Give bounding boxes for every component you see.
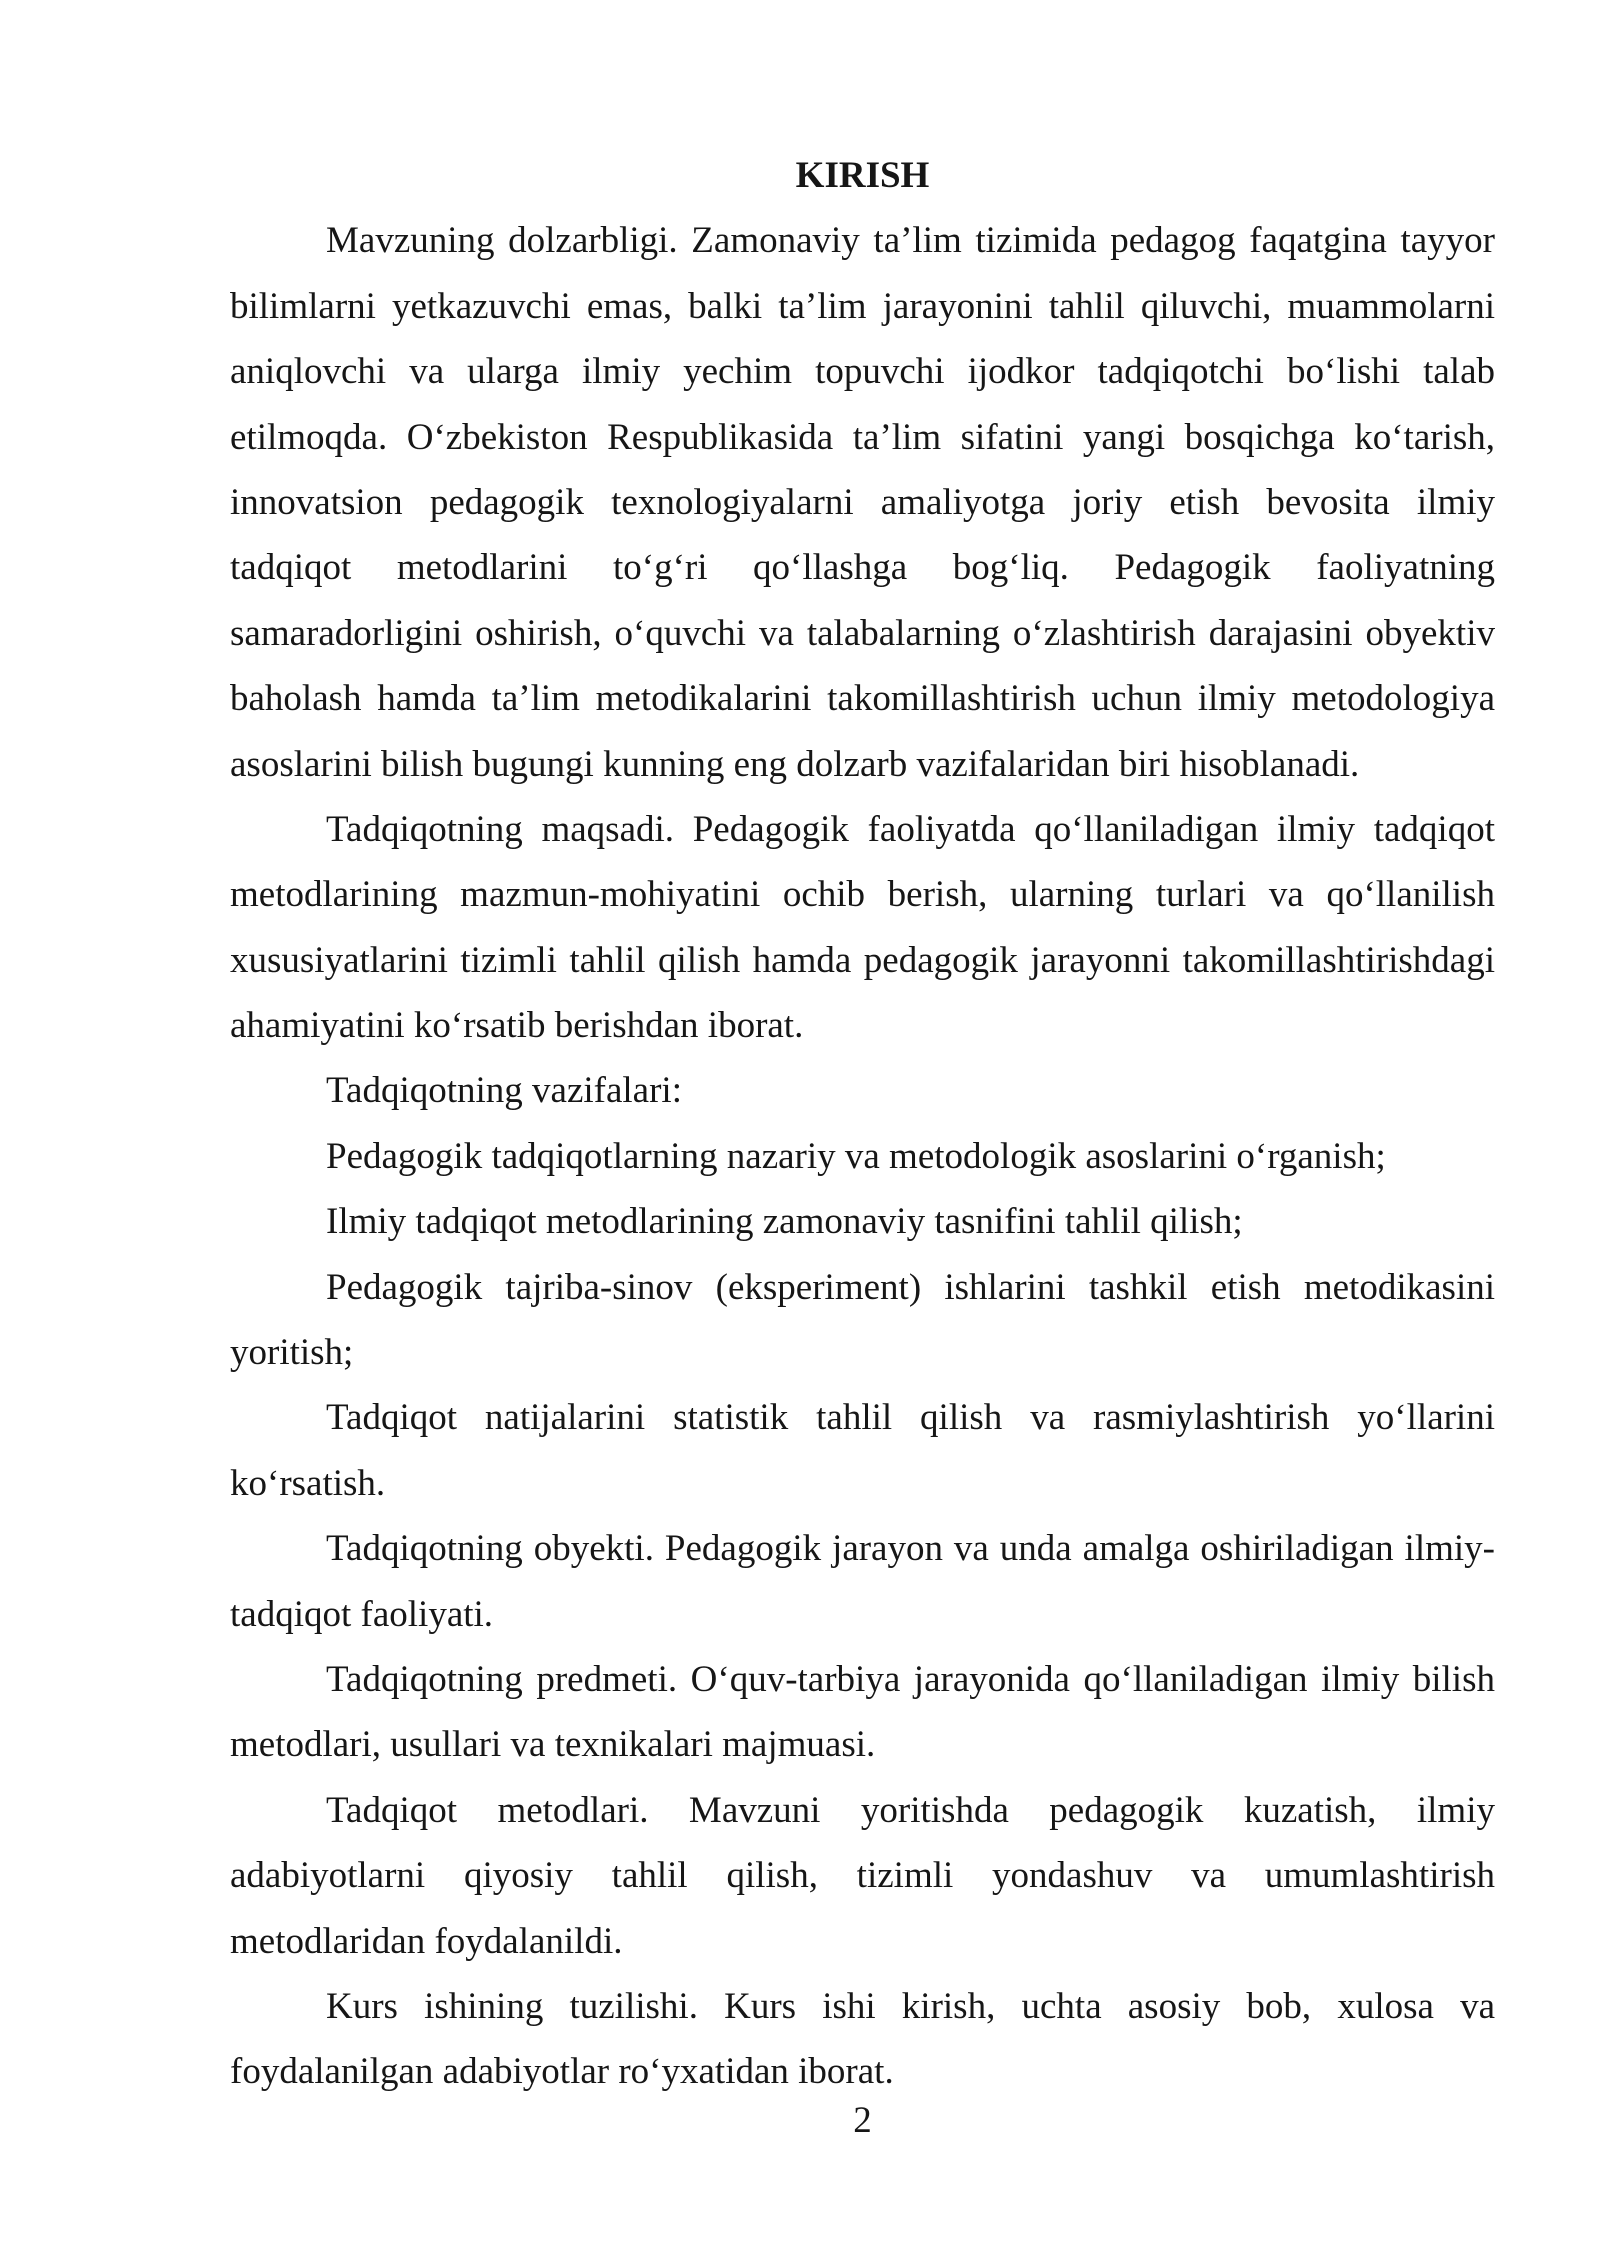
paragraph-line: tadqiqot metodlarini to‘g‘ri qo‘llashga bog‘liq. Pedagogik faoliyatning — [230, 547, 1495, 589]
paragraph-line: metodlaridan foydalanildi. — [230, 1920, 623, 1962]
task-item-4 — [230, 1385, 1495, 1516]
paragraph-line: aniqlovchi va ularga ilmiy yechim topuvchi ijodkor tadqiqotchi bo‘lishi talab — [230, 351, 1495, 393]
paragraph-line: Pedagogik tajriba-sinov (eksperiment) ishlarini tashkil etish metodikasini — [326, 1266, 1495, 1308]
paragraph-line: xususiyatlarini tizimli tahlil qilish hamda pedagogik jarayonni takomillashtirishdagi — [230, 939, 1495, 981]
paragraph-line: Tadqiqot metodlari. Mavzuni yoritishda pedagogik kuzatish, ilmiy — [326, 1789, 1495, 1831]
paragraph-line: Kurs ishining tuzilishi. Kurs ishi kirish, uchta asosiy bob, xulosa va — [326, 1985, 1495, 2027]
paragraph-line: Ilmiy tadqiqot metodlarining zamonaviy tasnifini tahlil qilish; — [326, 1201, 1243, 1243]
paragraph-methods — [230, 1778, 1495, 1974]
section-title: KIRISH — [795, 155, 930, 196]
paragraph-line: Tadqiqotning predmeti. O‘quv-tarbiya jarayonida qo‘llaniladigan ilmiy bilish — [326, 1658, 1495, 1700]
paragraph-line: Tadqiqot natijalarini statistik tahlil qilish va rasmiylashtirish yo‘llarini — [326, 1397, 1495, 1439]
paragraph-line: metodlari, usullari va texnikalari majmuasi. — [230, 1724, 876, 1766]
task-item-3 — [230, 1255, 1495, 1386]
paragraph-line: foydalanilgan adabiyotlar ro‘yxatidan iborat. — [230, 2051, 894, 2093]
paragraph-line: bilimlarni yetkazuvchi emas, balki ta’lim jarayonini tahlil qiluvchi, muammolarni — [230, 285, 1495, 327]
page-body — [230, 143, 1495, 2105]
paragraph-line: Tadqiqotning obyekti. Pedagogik jarayon va unda amalga oshiriladigan ilmiy- — [326, 1528, 1495, 1570]
paragraph-subject — [230, 1647, 1495, 1778]
paragraph-line: samaradorligini oshirish, o‘quvchi va talabalarning o‘zlashtirish darajasini obyektiv — [230, 612, 1495, 654]
paragraph-line: asoslarini bilish bugungi kunning eng dolzarb vazifalaridan biri hisoblanadi. — [230, 743, 1360, 785]
paragraph-relevance — [230, 208, 1495, 797]
paragraph-line: innovatsion pedagogik texnologiyalarni amaliyotga joriy etish bevosita ilmiy — [230, 481, 1495, 523]
paragraph-line: Pedagogik tadqiqotlarning nazariy va metodologik asoslarini o‘rganish; — [326, 1135, 1386, 1177]
task-item-1 — [230, 1124, 1495, 1189]
paragraph-line: ko‘rsatish. — [230, 1462, 386, 1504]
paragraph-line: yoritish; — [230, 1332, 354, 1374]
paragraph-line: ahamiyatini ko‘rsatib berishdan iborat. — [230, 1005, 804, 1047]
paragraph-line: metodlarining mazmun-mohiyatini ochib berish, ularning turlari va qo‘llanilish — [230, 874, 1495, 916]
paragraph-tasks-heading — [230, 1058, 1495, 1123]
paragraph-line: baholash hamda ta’lim metodikalarini takomillashtirish uchun ilmiy metodologiya — [230, 678, 1495, 720]
page-number: 2 — [853, 2100, 872, 2141]
paragraph-object — [230, 1516, 1495, 1647]
task-item-2 — [230, 1189, 1495, 1254]
paragraph-line: Mavzuning dolzarbligi. Zamonaviy ta’lim tizimida pedagog faqatgina tayyor — [326, 220, 1495, 262]
paragraph-line: Tadqiqotning vazifalari: — [326, 1070, 682, 1112]
paragraph-line: tadqiqot faoliyati. — [230, 1593, 494, 1635]
paragraph-line: etilmoqda. O‘zbekiston Respublikasida ta’lim sifatini yangi bosqichga ko‘tarish, — [230, 416, 1495, 458]
paragraph-line: adabiyotlarni qiyosiy tahlil qilish, tizimli yondashuv va umumlashtirish — [230, 1855, 1495, 1897]
paragraph-structure — [230, 1974, 1495, 2105]
paragraph-aim — [230, 797, 1495, 1059]
paragraph-line: Tadqiqotning maqsadi. Pedagogik faoliyatda qo‘llaniladigan ilmiy tadqiqot — [326, 808, 1495, 850]
